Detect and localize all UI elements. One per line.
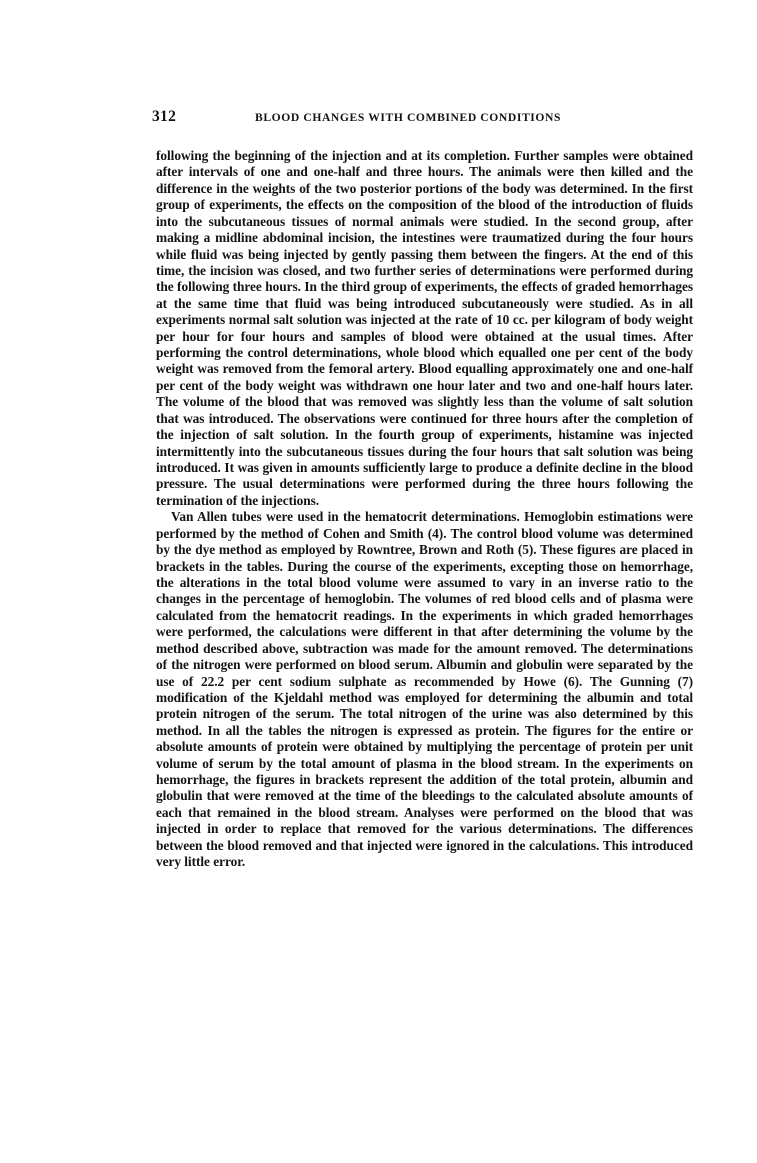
paragraph-methods: Van Allen tubes were used in the hematocrit determinations. Hemoglobin estimations were performed by the method of Cohen and Smith (4). The control blood volume was determined by the dye method as employed by Rowntree, Brown and Roth (5). These figures are placed in brackets in the tables. During the course of the experiments, excepting those on hemorrhage, the alterations in the total blood volume were assumed to vary in an inverse ratio to the changes in the percentage of hemoglobin. The volumes of red blood cells and of plasma were calculated from the hematocrit readings. In the experiments in which graded hemorrhages were performed, the calculations were different in that after determining the volume by the method described above, subtraction was made for the amount removed. The determinations of the nitrogen were performed on blood serum. Albumin and globulin were separated by the use of 22.2 per cent sodium sulphate as recommended by Howe (6). The Gunning (7) modification of the Kjeldahl method was employed for determining the albumin and total protein nitrogen of the serum. The total nitrogen of the urine was also determined by this method. In all the tables the nitrogen is expressed as protein. The figures for the entire or absolute amounts of protein were obtained by multiplying the percentage of protein per unit volume of serum by the total amount of plasma in the blood stream. In the experiments on hemorrhage, the figures in brackets represent the addition of the total protein, albumin and globulin that were removed at the time of the bleedings to the calculated absolute amounts of each that remained in the blood stream. Analyses were performed on the blood that was injected in order to replace that removed for the various determinations. The differences between the blood removed and that injected were ignored in the calculations. This introduced very little error. [156,509,693,870]
body-text [156,148,693,871]
running-title: BLOOD CHANGES WITH COMBINED CONDITIONS [255,111,562,124]
running-head [152,108,697,132]
page-number: 312 [152,108,177,125]
paragraph-continued: following the beginning of the injection and at its completion. Further samples were obtained after intervals of one and one-half and three hours. The animals were then killed and the difference in the weights of the two posterior portions of the body was determined. In the first group of experiments, the effects on the composition of the blood of the introduction of fluids into the subcutaneous tissues of normal animals were studied. In the second group, after making a midline abdominal incision, the intestines were traumatized during the four hours while fluid was being injected by gently passing them between the fingers. At the end of this time, the incision was closed, and two further series of determinations were performed during the following three hours. In the third group of experiments, the effects of graded hemorrhages at the same time that fluid was being introduced subcutaneously were studied. As in all experiments normal salt solution was injected at the rate of 10 cc. per kilogram of body weight per hour for four hours and samples of blood were obtained at the usual times. After performing the control determinations, whole blood which equalled one per cent of the body weight was removed from the femoral artery. Blood equalling approximately one and one-half per cent of the body weight was withdrawn one hour later and two and one-half hours later. The volume of the blood that was removed was slightly less than the volume of salt solution that was introduced. The observations were continued for three hours after the completion of the injection of salt solution. In the fourth group of experiments, histamine was injected intermittently into the subcutaneous tissues during the four hours that salt solution was being introduced. It was given in amounts sufficiently large to produce a definite decline in the blood pressure. The usual determinations were performed during the three hours following the termination of the injections. [156,148,693,508]
